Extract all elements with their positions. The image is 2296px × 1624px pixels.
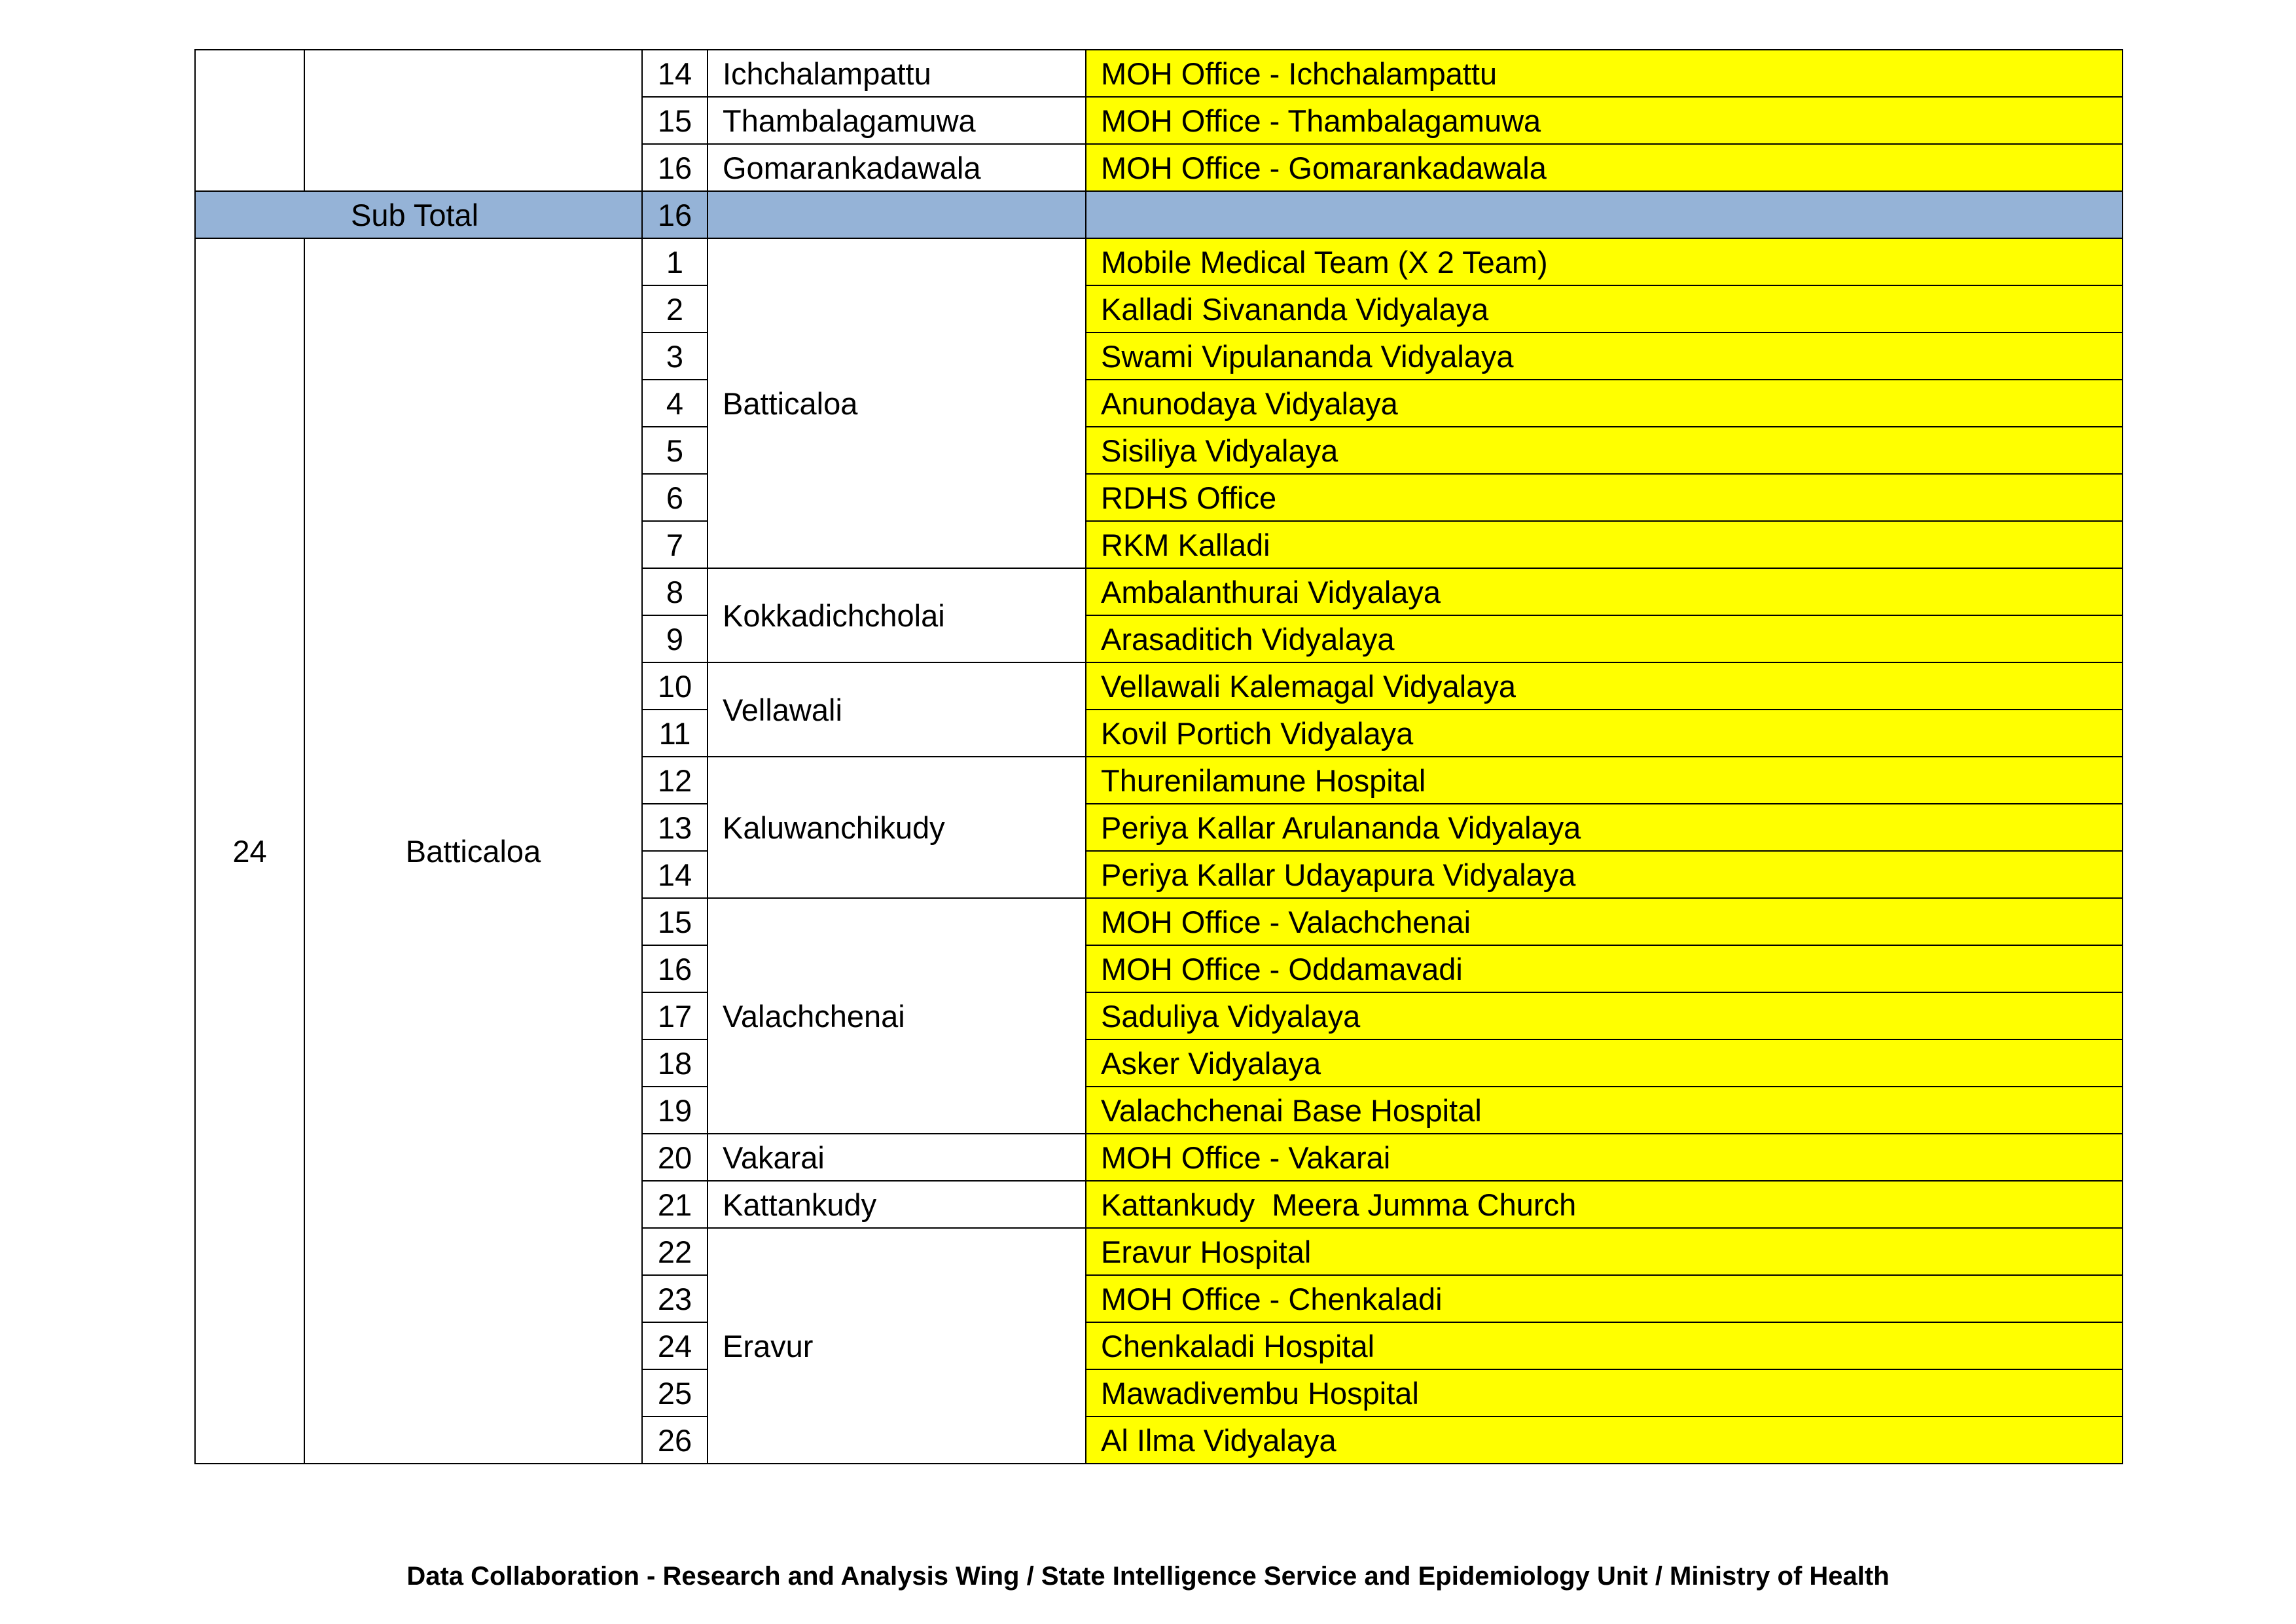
location-cell: Mobile Medical Team (X 2 Team) [1086,238,2123,285]
row-index: 7 [642,521,708,568]
row-index: 11 [642,710,708,757]
district-name-cell [304,50,642,191]
location-cell: Sisiliya Vidyalaya [1086,427,2123,474]
row-index: 14 [642,851,708,898]
district-number-cell [195,50,304,191]
location-cell: RKM Kalladi [1086,521,2123,568]
footer-attribution: Data Collaboration - Research and Analysis Wing / State Intelligence Service and Epidemiology Unit / Ministry of Health [406,1562,1890,1591]
row-index: 23 [642,1275,708,1322]
moh-area-cell: Valachchenai [708,898,1086,1134]
location-cell: Anunodaya Vidyalaya [1086,380,2123,427]
row-index: 10 [642,662,708,710]
location-cell: RDHS Office [1086,474,2123,521]
location-cell: Chenkaladi Hospital [1086,1322,2123,1369]
location-cell: Vellawali Kalemagal Vidyalaya [1086,662,2123,710]
moh-area-cell: Kattankudy [708,1181,1086,1228]
row-index: 19 [642,1087,708,1134]
location-cell: Kovil Portich Vidyalaya [1086,710,2123,757]
row-index: 5 [642,427,708,474]
row-index: 16 [642,945,708,992]
row-index: 8 [642,568,708,615]
moh-area-cell: Vellawali [708,662,1086,757]
row-index: 20 [642,1134,708,1181]
moh-area-cell: Vakarai [708,1134,1086,1181]
district-name-cell: Batticaloa [304,238,642,1464]
row-index: 17 [642,992,708,1039]
location-cell: MOH Office - Vakarai [1086,1134,2123,1181]
location-cell: Saduliya Vidyalaya [1086,992,2123,1039]
location-cell: Arasaditich Vidyalaya [1086,615,2123,662]
row-index: 6 [642,474,708,521]
location-cell: MOH Office - Thambalagamuwa [1086,97,2123,144]
row-index: 21 [642,1181,708,1228]
location-cell: Ambalanthurai Vidyalaya [1086,568,2123,615]
row-index: 12 [642,757,708,804]
location-cell: Al Ilma Vidyalaya [1086,1416,2123,1464]
moh-area-cell: Batticaloa [708,238,1086,568]
location-cell: Periya Kallar Arulananda Vidyalaya [1086,804,2123,851]
row-index: 22 [642,1228,708,1275]
row-index: 24 [642,1322,708,1369]
subtotal-value: 16 [642,191,708,238]
location-cell: Eravur Hospital [1086,1228,2123,1275]
subtotal-row [195,191,2123,238]
row-index: 3 [642,333,708,380]
location-cell: MOH Office - Gomarankadawala [1086,144,2123,191]
table-row [195,238,2123,285]
row-index: 15 [642,97,708,144]
location-cell: MOH Office - Oddamavadi [1086,945,2123,992]
location-cell: MOH Office - Valachchenai [1086,898,2123,945]
location-cell: Kalladi Sivananda Vidyalaya [1086,285,2123,333]
location-cell: Mawadivembu Hospital [1086,1369,2123,1416]
location-cell: Valachchenai Base Hospital [1086,1087,2123,1134]
moh-area-cell: Gomarankadawala [708,144,1086,191]
location-cell: Swami Vipulananda Vidyalaya [1086,333,2123,380]
location-cell: Kattankudy Meera Jumma Church [1086,1181,2123,1228]
location-cell: MOH Office - Ichchalampattu [1086,50,2123,97]
subtotal-label: Sub Total [195,191,642,238]
location-cell: Periya Kallar Udayapura Vidyalaya [1086,851,2123,898]
row-index: 4 [642,380,708,427]
subtotal-empty-cell [708,191,1086,238]
vaccination-centres-table [194,49,2123,1464]
row-index: 25 [642,1369,708,1416]
row-index: 15 [642,898,708,945]
row-index: 14 [642,50,708,97]
row-index: 13 [642,804,708,851]
location-cell: Asker Vidyalaya [1086,1039,2123,1087]
row-index: 9 [642,615,708,662]
table-row [195,50,2123,97]
moh-area-cell: Eravur [708,1228,1086,1464]
moh-area-cell: Ichchalampattu [708,50,1086,97]
location-cell: Thurenilamune Hospital [1086,757,2123,804]
district-number-cell: 24 [195,238,304,1464]
moh-area-cell: Kokkadichcholai [708,568,1086,662]
row-index: 18 [642,1039,708,1087]
row-index: 16 [642,144,708,191]
row-index: 2 [642,285,708,333]
row-index: 1 [642,238,708,285]
row-index: 26 [642,1416,708,1464]
location-cell: MOH Office - Chenkaladi [1086,1275,2123,1322]
moh-area-cell: Kaluwanchikudy [708,757,1086,898]
subtotal-empty-cell [1086,191,2123,238]
moh-area-cell: Thambalagamuwa [708,97,1086,144]
